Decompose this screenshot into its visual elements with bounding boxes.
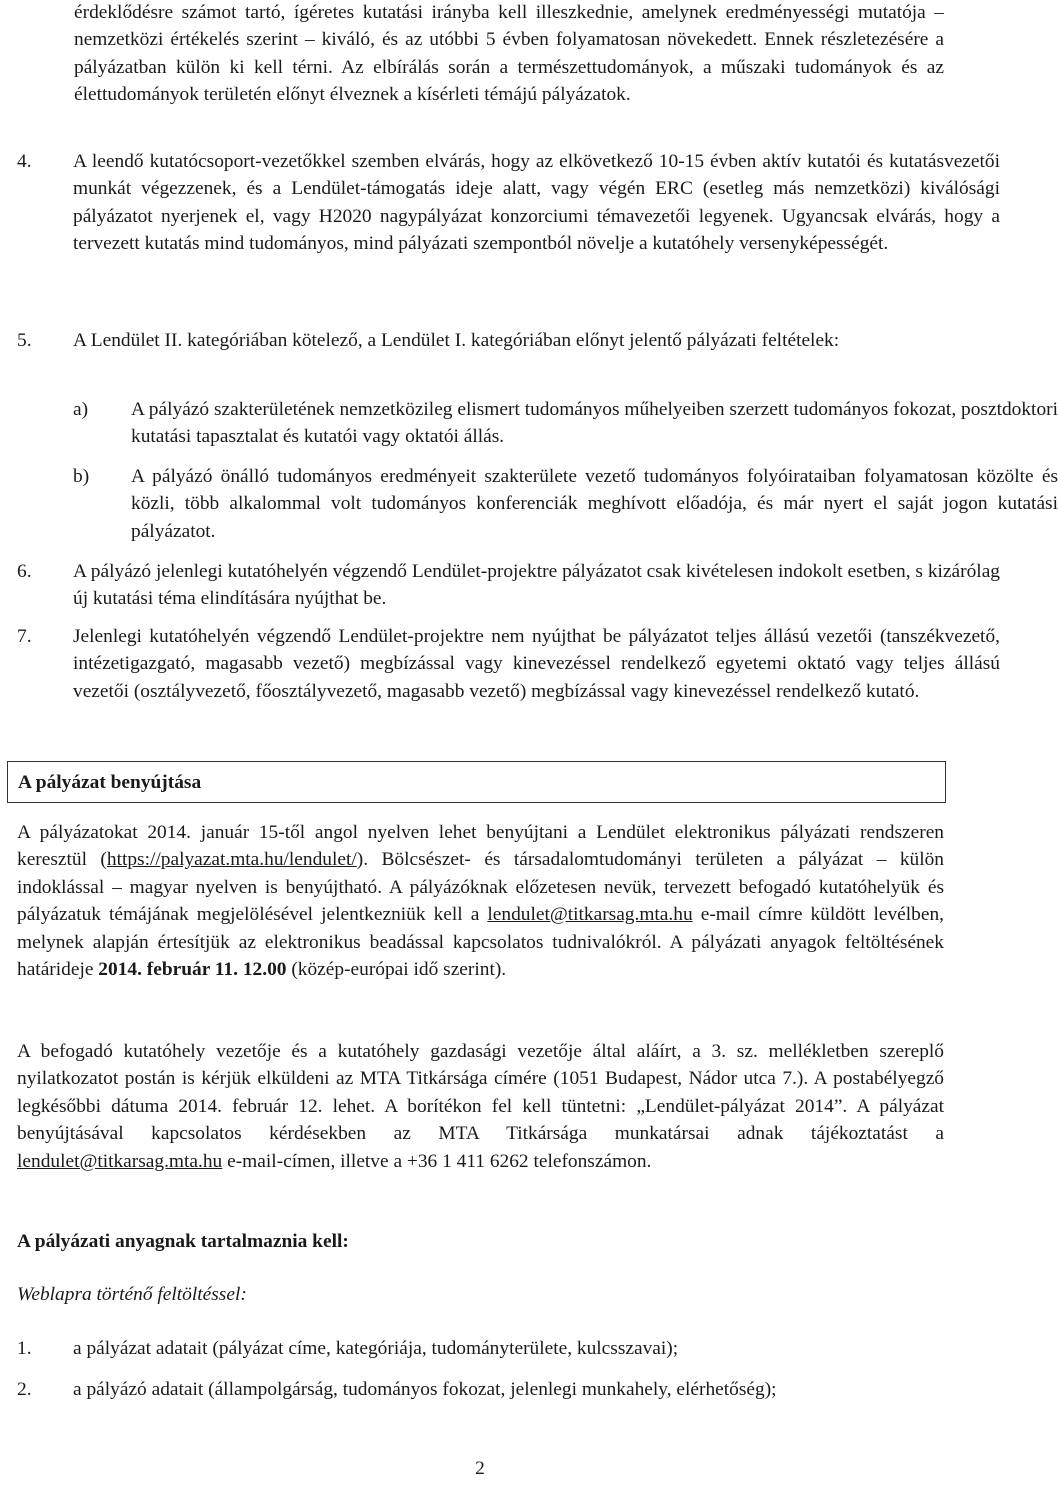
- list-item-7: [17, 623, 1000, 705]
- list-text: Jelenlegi kutatóhelyén végzendő Lendület-projektre nem nyújthat be pályázatot teljes állású vezetői (tanszékvezető, intézetigazgató, magasabb vezető) megbízással vagy kinevezéssel rendelkező egyetemi oktató vagy teljes állású vezetői (osztályvezető, főosztályvezető, magasabb vezető) megbízással vagy kinevezéssel rendelkező kutató.: [73, 626, 1000, 702]
- list-number: 5.: [17, 330, 32, 351]
- submission-portal-link[interactable]: https://palyazat.mta.hu/lendulet/: [106, 849, 357, 871]
- contact-email-link[interactable]: lendulet@titkarsag.mta.hu: [17, 1150, 223, 1172]
- postal-text-2: e-mail-címen, illetve a +36 1 411 6262 telefonszámon.: [222, 1150, 652, 1172]
- sub-text: A pályázó szakterületének nemzetközileg elismert tudományos műhelyeiben szerzett tudományos fokozat, posztdoktori kutatási tapasztalat és kutatói vagy oktatói állás.: [131, 399, 1058, 448]
- submission-text-3: e-mail címre küldött levélben, melynek alapján értesítjük az elektronikus beadással kapcsolatos tudnivalókról. A pályázati anyagok feltöltésének határideje: [17, 904, 944, 981]
- contents-item-2: [17, 1376, 1000, 1403]
- list-text: a pályázat adatait (pályázat címe, kategóriája, tudományterülete, kulcsszavai);: [73, 1338, 679, 1359]
- list-number: 2.: [17, 1379, 32, 1400]
- list-text: A Lendület II. kategóriában kötelező, a Lendület I. kategóriában előnyt jelentő pályázati feltételek:: [73, 330, 840, 351]
- list-number: 4.: [17, 151, 32, 172]
- list-text: A pályázó jelenlegi kutatóhelyén végzendő Lendület-projektre pályázatot csak kivételesen indokolt esetben, s kizárólag új kutatási téma elindítására nyújthat be.: [73, 561, 1000, 610]
- list-number: 7.: [17, 626, 32, 647]
- list-item-6: [17, 558, 1000, 613]
- list-item-5: [17, 327, 1000, 354]
- page-number: 2: [475, 1458, 485, 1479]
- sub-letter: b): [73, 466, 90, 487]
- sub-text: A pályázó önálló tudományos eredményeit szakterülete vezető tudományos folyóirataiban folyamatosan közölte és közli, több alkalommal volt tudományos konferenciák meghívott előadója, és már nyert el saját jogon kutatási pályázatot.: [131, 466, 1058, 542]
- section-heading-box: [7, 761, 946, 803]
- postal-paragraph: [17, 1038, 944, 1175]
- list-number: 6.: [17, 561, 32, 582]
- sub-item-a: [17, 396, 1058, 451]
- list-text: A leendő kutatócsoport-vezetőkkel szemben elvárás, hogy az elkövetkező 10-15 évben aktív kutatói és kutatásvezetői munkát végezzenek, és a Lendület-támogatás ideje alatt, vagy végén ERC (esetleg más nemzetközi) kiválósági pályázatot nyerjenek el, vagy H2020 nagypályázat konzorciumi témavezetői legyenek. Ugyancsak elvárás, hogy a tervezett kutatás mind tudományos, mind pályázati szempontból növelje a kutatóhely versenyképességét.: [73, 151, 1000, 255]
- contents-heading: A pályázati anyagnak tartalmaznia kell:: [17, 1231, 349, 1252]
- list-item-4: [17, 148, 1000, 258]
- submission-text-1: A pályázatokat 2014. január 15-től angol nyelven lehet benyújtani a Lendület elektronikus pályázati rendszeren keresztül (: [17, 822, 944, 871]
- email-link[interactable]: lendulet@titkarsag.mta.hu: [487, 904, 693, 926]
- list-number: 1.: [17, 1338, 32, 1359]
- upload-subheading: Weblapra történő feltöltéssel:: [17, 1284, 247, 1305]
- contents-item-1: [17, 1335, 1000, 1362]
- submission-paragraph: [17, 819, 944, 983]
- intro-paragraph: érdeklődésre számot tartó, ígéretes kutatási irányba kell illeszkednie, amelynek eredményességi mutatója – nemzetközi értékelés szerint – kiváló, és az utóbbi 5 évben folyamatosan növekedett. Ennek részletezésére a pályázatban külön ki kell térni. Az elbírálás során a természettudományok, a műszaki tudományok és az élettudományok területén előnyt élveznek a kísérleti témájú pályázatok.: [74, 2, 944, 106]
- sub-letter: a): [73, 399, 89, 420]
- list-text: a pályázó adatait (állampolgárság, tudományos fokozat, jelenlegi munkahely, elérhetőség);: [73, 1379, 777, 1400]
- submission-text-2: ). Bölcsészet- és társadalomtudományi területen a pályázat – külön indoklással – magyar nyelven is benyújtható. A pályázóknak előzetesen nevük, tervezett befogadó kutatóhelyük és pályázatuk témájának megjelölésével jelentkezniük kell a: [17, 849, 944, 926]
- sub-item-b: [17, 463, 1058, 545]
- section-heading: A pályázat benyújtása: [18, 772, 202, 793]
- postal-text-1: A befogadó kutatóhely vezetője és a kutatóhely gazdasági vezetője által aláírt, a 3. sz. mellékletben szereplő nyilatkozatot postán is kérjük elküldeni az MTA Titkársága címére (1051 Budapest, Nádor utca 7.). A postabélyegző legkésőbbi dátuma 2014. február 12. lehet. A borítékon fel kell tüntetni: „Lendület-pályázat 2014”. A pályázat benyújtásával kapcsolatos kérdésekben az MTA Titkársága munkatársai adnak tájékoztatást a: [17, 1041, 944, 1145]
- submission-text-4: (közép-európai idő szerint).: [286, 959, 507, 981]
- deadline: 2014. február 11. 12.00: [98, 959, 287, 981]
